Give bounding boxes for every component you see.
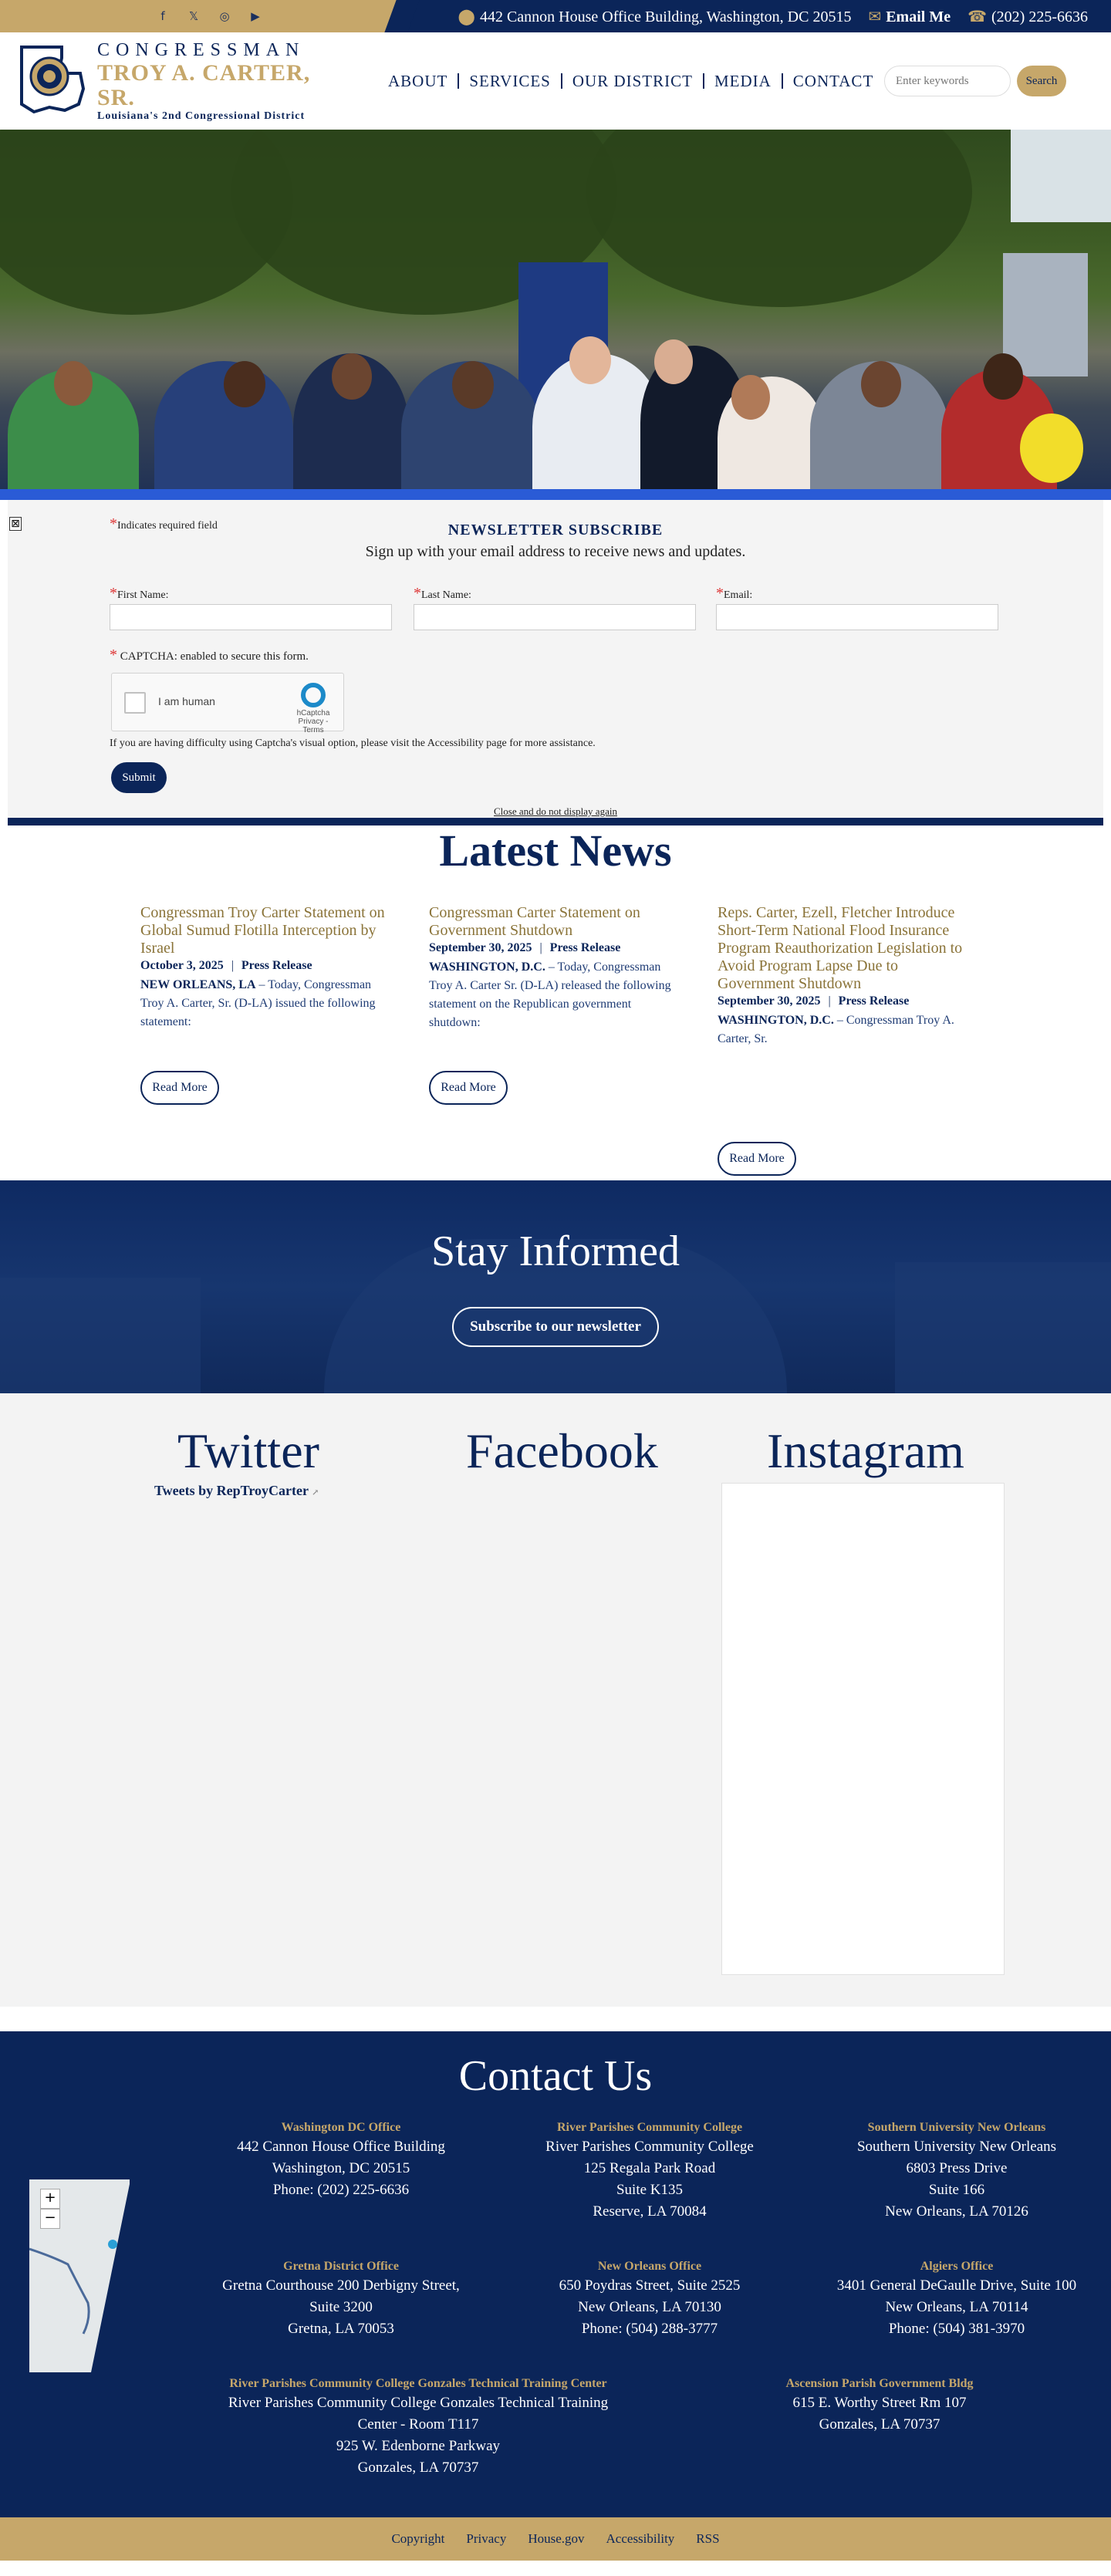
latest-news-heading: Latest News: [439, 825, 672, 876]
newsletter-form: [8, 500, 1103, 825]
office-line: 925 W. Edenborne Parkway: [336, 2438, 501, 2454]
office-washington: [187, 2119, 495, 2201]
office-name: Gretna District Office: [283, 2260, 399, 2273]
top-bar: [0, 0, 1111, 32]
stay-informed-heading: Stay Informed: [431, 1227, 680, 1275]
office-line: Reserve, LA 70084: [593, 2203, 707, 2220]
instagram-heading: Instagram: [767, 1423, 964, 1478]
news-title[interactable]: Reps. Carter, Ezell, Fletcher Introduce Short-Term National Flood Insurance Program Reauthorization Legislation to Avoid Program Lapse Due to Government Shutdown: [718, 904, 963, 992]
nav-about[interactable]: ABOUT: [378, 73, 459, 89]
office-line: 125 Regala Park Road: [583, 2160, 716, 2176]
hero-balloon: [1020, 414, 1083, 483]
hero-head: [569, 336, 611, 384]
captcha-label: * CAPTCHA: enabled to secure this form.: [110, 647, 309, 663]
hero-head: [54, 361, 93, 406]
footer-link-privacy[interactable]: Privacy: [466, 2531, 507, 2546]
first-name-field: [110, 585, 392, 630]
office-river-parishes: [495, 2119, 804, 2223]
news-item: [718, 904, 972, 1048]
first-name-label: *First Name:: [110, 585, 169, 602]
office-line: 442 Cannon House Office Building: [237, 2139, 445, 2155]
youtube-icon[interactable]: ▶: [251, 9, 260, 23]
captcha-text: I am human: [158, 695, 215, 707]
email-field: [716, 585, 998, 630]
logo-line-congressman: CONGRESSMAN: [97, 39, 306, 60]
news-item: [140, 904, 395, 1031]
office-line: Washington, DC 20515: [272, 2160, 410, 2176]
site-logo[interactable]: [19, 40, 343, 123]
office-name: Southern University New Orleans: [867, 2121, 1046, 2134]
captcha-help-text: If you are having difficulty using Captcha's visual option, please visit the Accessibility page for more assistance.: [110, 738, 596, 749]
news-excerpt: [140, 976, 395, 1031]
newsletter-title: NEWSLETTER SUBSCRIBE: [447, 522, 664, 538]
map-zoom-out-button[interactable]: −: [40, 2209, 60, 2229]
close-form-icon[interactable]: ⊠: [9, 517, 22, 531]
hero-head: [861, 361, 901, 407]
captcha-checkbox[interactable]: [124, 692, 146, 714]
captcha-privacy-links[interactable]: Privacy - Terms: [298, 717, 329, 734]
close-dont-show-link[interactable]: Close and do not display again: [494, 805, 617, 817]
footer-link-copyright[interactable]: Copyright: [391, 2531, 445, 2546]
office-new-orleans: [495, 2258, 804, 2340]
main-nav: [378, 73, 883, 89]
logo-line-name: TROY A. CARTER, SR.: [97, 59, 311, 110]
search-input[interactable]: [884, 66, 1011, 96]
news-meta: [429, 941, 684, 955]
office-line: River Parishes Community College Gonzales Technical Training: [228, 2395, 609, 2411]
office-line: Phone: (202) 225-6636: [272, 2182, 410, 2198]
office-line: Suite 3200: [309, 2299, 373, 2315]
office-line: River Parishes Community College: [545, 2139, 754, 2155]
map-pin-icon: ⬤: [458, 8, 475, 25]
news-meta: [140, 959, 395, 973]
contact-heading: Contact Us: [458, 2052, 653, 2100]
read-more-button[interactable]: Read More: [429, 1071, 508, 1105]
twitter-heading: Twitter: [177, 1423, 319, 1478]
office-name: Washington DC Office: [281, 2121, 401, 2134]
background-building: [895, 1262, 1111, 1393]
hero-tree: [586, 130, 972, 307]
instagram-icon[interactable]: ◎: [219, 9, 230, 23]
read-more-button[interactable]: Read More: [718, 1142, 796, 1176]
instagram-embed[interactable]: [721, 1483, 1005, 1975]
news-category: Press Release: [549, 941, 621, 954]
office-line: New Orleans, LA 70114: [885, 2299, 1028, 2315]
hero-sky: [1011, 130, 1111, 222]
office-line: Phone: (504) 381-3970: [888, 2321, 1025, 2337]
office-algiers: [802, 2258, 1111, 2340]
latest-news-section: [0, 825, 1111, 1180]
news-category: Press Release: [838, 994, 910, 1008]
office-name: River Parishes Community College Gonzales Technical Training Center: [229, 2377, 607, 2390]
office-name: Ascension Parish Government Bldg: [785, 2377, 974, 2390]
news-dateline: NEW ORLEANS, LA: [140, 978, 256, 991]
map-zoom-in-button[interactable]: +: [40, 2189, 60, 2209]
nav-services[interactable]: SERVICES: [459, 73, 562, 89]
site-footer: [0, 2517, 1111, 2561]
stay-informed-section: [0, 1180, 1111, 1393]
office-line: New Orleans, LA 70126: [885, 2203, 1028, 2220]
email-me-label: Email Me: [886, 8, 951, 25]
office-line: Suite 166: [928, 2182, 985, 2198]
search-button[interactable]: Search: [1017, 66, 1066, 96]
subscribe-newsletter-button[interactable]: Subscribe to our newsletter: [452, 1307, 659, 1347]
news-body: – Today, Congressman Troy A. Carter, Sr. (D-LA) issued the following statement:: [140, 978, 376, 1028]
address-text: 442 Cannon House Office Building, Washington, DC 20515: [479, 8, 852, 25]
office-line: 650 Poydras Street, Suite 2525: [559, 2277, 741, 2294]
meta-separator: |: [539, 941, 542, 954]
social-links: [0, 0, 401, 32]
last-name-field: [414, 585, 696, 630]
facebook-heading: Facebook: [466, 1423, 658, 1478]
captcha-brand: [292, 683, 334, 734]
captcha-brand-name: hCaptcha: [296, 709, 330, 717]
logo-line-district: Louisiana's 2nd Congressional District: [97, 110, 306, 122]
submit-button[interactable]: Submit: [111, 762, 167, 793]
first-name-input[interactable]: [110, 604, 392, 630]
news-dateline: WASHINGTON, D.C.: [718, 1014, 834, 1027]
nav-contact[interactable]: CONTACT: [792, 72, 874, 90]
office-southern-university: [802, 2119, 1111, 2223]
news-title[interactable]: Congressman Carter Statement on Government Shutdown: [429, 904, 640, 939]
office-line: 6803 Press Drive: [906, 2160, 1008, 2176]
office-gretna: [187, 2258, 495, 2340]
office-line: Gonzales, LA 70737: [819, 2416, 940, 2433]
background-building: [0, 1278, 201, 1393]
news-body: – Today, Congressman Troy A. Carter Sr. (D-LA) released the following statement on the Republican government shutdown:: [429, 961, 671, 1029]
nav-media[interactable]: MEDIA: [704, 73, 783, 89]
office-map[interactable]: [29, 2179, 130, 2372]
logo-text: [97, 40, 343, 123]
news-excerpt: [429, 958, 684, 1032]
phone-icon: ☎: [967, 8, 988, 25]
office-name: River Parishes Community College: [556, 2121, 743, 2134]
news-category: Press Release: [241, 959, 312, 972]
nav-our-district[interactable]: OUR DISTRICT: [562, 73, 704, 89]
office-name: Algiers Office: [920, 2260, 994, 2273]
office-line: Gonzales, LA 70737: [357, 2460, 479, 2476]
email-input[interactable]: [716, 604, 998, 630]
news-date: October 3, 2025: [140, 959, 224, 972]
site-header: [0, 32, 1111, 130]
news-date: September 30, 2025: [718, 994, 821, 1008]
required-note-text: Indicates required field: [117, 520, 218, 532]
hero-head: [452, 361, 494, 409]
tweets-link[interactable]: [154, 1483, 319, 1499]
news-dateline: WASHINGTON, D.C.: [429, 961, 545, 974]
footer-link-rss[interactable]: RSS: [696, 2531, 720, 2546]
hcaptcha-icon: [301, 683, 326, 707]
hero-head: [332, 353, 372, 400]
address-item: [458, 7, 852, 26]
email-label: *Email:: [716, 585, 753, 602]
news-date: September 30, 2025: [429, 941, 532, 954]
office-line: Southern University New Orleans: [856, 2139, 1057, 2155]
required-asterisk: *: [110, 515, 117, 532]
office-line: Phone: (504) 288-3777: [581, 2321, 718, 2337]
topbar-contact: [401, 0, 1111, 32]
facebook-icon[interactable]: f: [160, 9, 165, 23]
meta-separator: |: [828, 994, 831, 1008]
newsletter-subtitle: Sign up with your email address to receive news and updates.: [365, 543, 746, 560]
hero-ribbon: [0, 489, 1111, 500]
office-line: 615 E. Worthy Street Rm 107: [792, 2395, 967, 2411]
hero-head: [731, 375, 770, 420]
footer-link-house-gov[interactable]: House.gov: [528, 2531, 585, 2546]
social-section: [0, 1393, 1111, 2007]
last-name-input[interactable]: [414, 604, 696, 630]
office-line: 3401 General DeGaulle Drive, Suite 100: [836, 2277, 1077, 2294]
hero-image: [0, 130, 1111, 500]
news-body: – Congressman Troy A. Carter, Sr.: [718, 1014, 954, 1045]
captcha-widget: [111, 673, 344, 734]
office-line: Suite K135: [616, 2182, 684, 2198]
hero-head: [983, 353, 1023, 400]
office-line: New Orleans, LA 70130: [578, 2299, 721, 2315]
hero-head: [224, 361, 265, 407]
envelope-icon: ✉: [868, 8, 882, 25]
tweets-link-text: Tweets by RepTroyCarter: [154, 1483, 309, 1498]
office-ascension-parish: [725, 2375, 1034, 2436]
external-link-icon: ↗: [312, 1488, 319, 1497]
news-excerpt: [718, 1011, 972, 1048]
office-line: Gretna, LA 70053: [288, 2321, 394, 2337]
last-name-label: *Last Name:: [414, 585, 471, 602]
search-form: [884, 66, 1066, 96]
hero-head: [654, 339, 693, 384]
read-more-button[interactable]: Read More: [140, 1071, 219, 1105]
footer-link-accessibility[interactable]: Accessibility: [606, 2531, 675, 2546]
news-title[interactable]: Congressman Troy Carter Statement on Global Sumud Flotilla Interception by Israel: [140, 904, 385, 957]
news-meta: [718, 994, 972, 1008]
office-name: New Orleans Office: [597, 2260, 702, 2273]
email-me-link[interactable]: [868, 7, 951, 26]
office-gonzales-technical: [202, 2375, 634, 2479]
office-line: Gretna Courthouse 200 Derbigny Street,: [222, 2277, 460, 2294]
office-line: Center - Room T117: [357, 2416, 479, 2433]
phone-text: (202) 225-6636: [991, 8, 1088, 25]
news-item: [429, 904, 684, 1032]
contact-section: [0, 2031, 1111, 2517]
phone-link[interactable]: [967, 7, 1088, 26]
meta-separator: |: [231, 959, 234, 972]
louisiana-seal-logo: [19, 42, 88, 120]
x-twitter-icon[interactable]: 𝕏: [188, 9, 199, 23]
